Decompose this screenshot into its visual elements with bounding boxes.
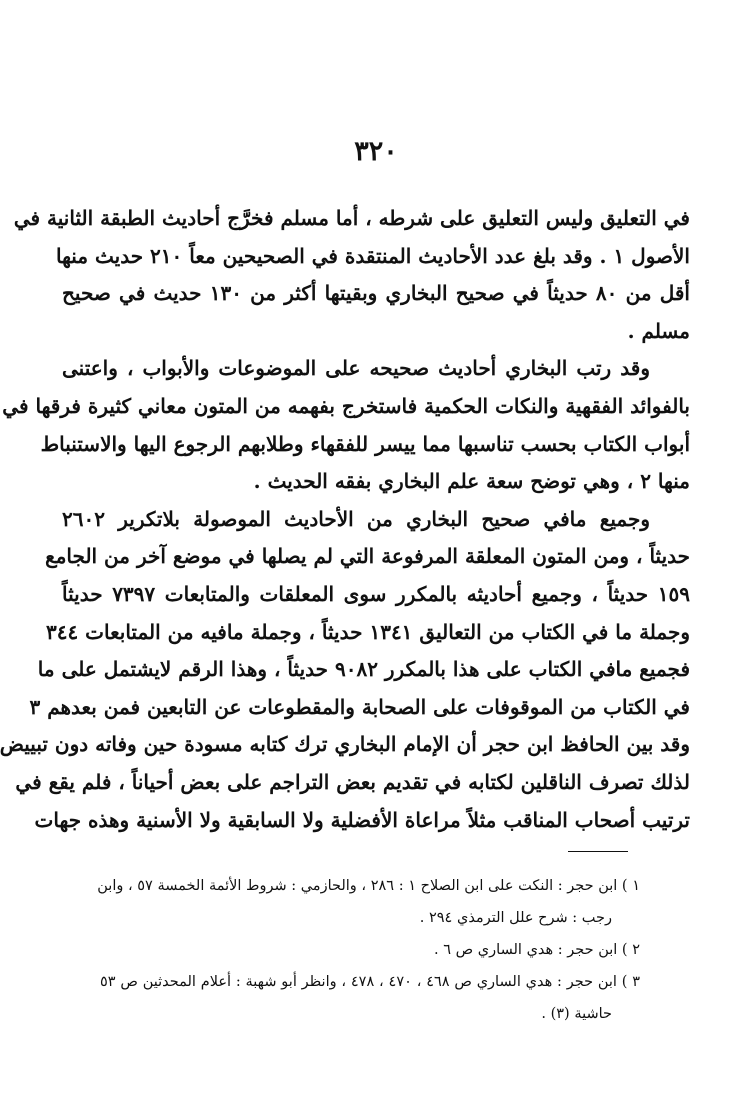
text-line: فجميع مافي الكتاب على هذا بالمكرر ٩٠٨٢ حديثاً ، وهذا الرقم لايشتمل على ما: [37, 657, 690, 682]
footnote-line: ٢ ) ابن حجر : هدي الساري ص ٦ .: [434, 942, 640, 958]
text-line: بالفوائد الفقهية والنكات الحكمية فاستخرج بفهمه من المتون معاني كثيرة فرقها في: [2, 393, 690, 418]
paragraph-2: [2, 350, 690, 500]
footnote-line: رجب : شرح علل الترمذي ٢٩٤ .: [419, 910, 612, 926]
text-line: الأصول ١ . وقد بلغ عدد الأحاديث المنتقدة في الصحيحين معاً ٢١٠ حديث منها: [55, 243, 690, 268]
text-line: وجملة ما في الكتاب من التعاليق ١٣٤١ حديثاً ، وجملة مافيه من المتابعات ٣٤٤: [45, 619, 690, 644]
page-number: ٣٢٠: [354, 136, 398, 167]
body-text: [0, 200, 690, 839]
footnote-line: ٣ ) ابن حجر : هدي الساري ص ٤٦٨ ، ٤٧٠ ، ٤٧٨ ، وانظر أبو شهبة : أعلام المحدثين ص ٥٣: [100, 974, 640, 990]
text-line: في الكتاب من الموقوفات على الصحابة والمقطوعات عن التابعين فمن بعدهم ٣: [29, 694, 690, 719]
text-line: وقد بين الحافظ ابن حجر أن الإمام البخاري ترك كتابه مسودة حين وفاته دون تبييض: [0, 732, 690, 757]
text-line: ترتيب أصحاب المناقب مثلاً مراعاة الأفضلية ولا السابقية ولا الأسنية وهذه جهات: [34, 807, 690, 832]
footnotes: [97, 870, 640, 1030]
text-line: ١٥٩ حديثاً ، وجميع أحاديثه بالمكرر سوى المعلقات والمتابعات ٧٣٩٧ حديثاً: [62, 581, 690, 606]
footnote-2: [100, 934, 640, 966]
text-line: منها ٢ ، وهي توضح سعة علم البخاري بفقه الحديث .: [253, 469, 690, 494]
footnote-line: ١ ) ابن حجر : النكت على ابن الصلاح ١ : ٢٨٦ ، والحازمي : شروط الأئمة الخمسة ٥٧ ، وابن: [97, 878, 640, 894]
text-line: وجميع مافي صحيح البخاري من الأحاديث الموصولة بلاتكرير ٢٦٠٢: [62, 506, 650, 531]
footnote-separator: [568, 851, 628, 852]
footnote-line: حاشية (٣) .: [541, 1006, 612, 1022]
paragraph-1: [13, 200, 690, 350]
text-line: لذلك تصرف الناقلين لكتابه في تقديم بعض التراجم على بعض أحياناً ، فلم يقع في: [15, 769, 690, 794]
text-line: مسلم .: [627, 318, 690, 343]
paragraph-4: [0, 726, 690, 839]
text-line: حديثاً ، ومن المتون المعلقة المرفوعة التي لم يصلها في موضع آخر من الجامع: [45, 544, 690, 569]
text-line: وقد رتب البخاري أحاديث صحيحه على الموضوعات والأبواب ، واعتنى: [62, 356, 650, 381]
text-line: أبواب الكتاب بحسب تناسبها مما ييسر للفقهاء وطلابهم الرجوع اليها والاستنباط: [40, 431, 690, 456]
text-line: أقل من ٨٠ حديثاً في صحيح البخاري وبقيتها أكثر من ١٣٠ حديث في صحيح: [62, 281, 690, 306]
footnote-3: [100, 966, 640, 1030]
paragraph-3: [29, 501, 690, 727]
text-line: في التعليق وليس التعليق على شرطه ، أما مسلم فخرَّج أحاديث الطبقة الثانية في: [13, 206, 690, 230]
footnote-1: [97, 870, 640, 934]
